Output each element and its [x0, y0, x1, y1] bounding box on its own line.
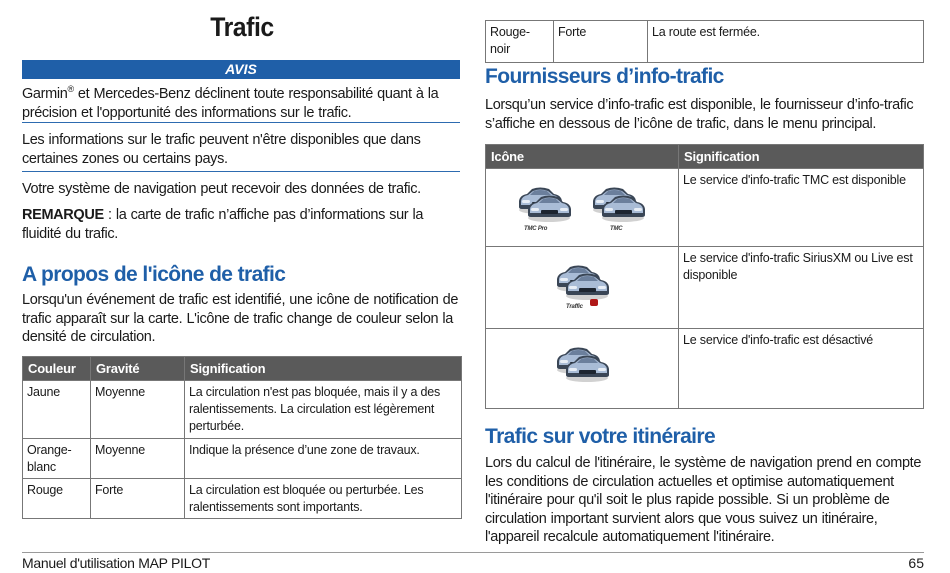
table-cell: Indique la présence d’une zone de travaux. — [185, 439, 462, 479]
column-header: Signification — [679, 145, 924, 169]
table-header-row — [23, 357, 462, 381]
receive-paragraph: Votre système de navigation peut recevoir des données de trafic. — [22, 181, 421, 197]
divider — [22, 171, 460, 172]
icon-cell — [486, 247, 679, 329]
page-title: Trafic — [210, 12, 274, 42]
section-heading-providers: Fournisseurs d’info-trafic — [485, 65, 724, 88]
footer-divider — [22, 552, 924, 553]
table-cell: Le service d'info-trafic TMC est disponible — [679, 169, 924, 247]
table-row — [23, 479, 462, 519]
severity-table — [22, 356, 462, 519]
column-header: Icône — [486, 145, 679, 169]
table-header-row — [486, 145, 924, 169]
table-cell: Le service d'info-trafic est désactivé — [679, 329, 924, 409]
icon-cell — [486, 169, 679, 247]
icon-cell — [486, 329, 679, 409]
table-cell: La circulation n'est pas bloquée, mais il y a des ralentissements. La circulation est légèrement perturbée. — [185, 381, 462, 439]
table-cell: Moyenne — [91, 381, 185, 439]
table-row — [486, 21, 924, 63]
divider — [22, 122, 460, 123]
table-cell: Orange-blanc — [23, 439, 91, 479]
notice-banner: AVIS — [22, 60, 460, 79]
column-header: Gravité — [91, 357, 185, 381]
section-heading-icon: A propos de l'icône de trafic — [22, 263, 286, 286]
page-number: 65 — [908, 555, 924, 571]
provider-table — [485, 144, 924, 409]
alert-icon — [590, 299, 598, 306]
table-cell: Jaune — [23, 381, 91, 439]
route-paragraph: Lors du calcul de l'itinéraire, le système de navigation prend en compte les conditions de circulation actuelles et optimise automatiquement l'itinéraire pour qu'il soit le plus rapide possible. Si un problème de circulation important survient alors que vous suivez un itinéraire, l'appareil recalcule automatiquement l'itinéraire. — [485, 455, 922, 545]
traffic-car-icon — [554, 343, 614, 388]
table-cell: Moyenne — [91, 439, 185, 479]
table-row — [23, 439, 462, 479]
severity-table-continued — [485, 20, 924, 63]
tmc-pro-label: TMC Pro — [524, 226, 548, 232]
table-row — [486, 247, 924, 329]
table-cell: Le service d'info-trafic SiriusXM ou Live est disponible — [679, 247, 924, 329]
notice-text: Garmin® et Mercedes-Benz déclinent toute responsabilité quant à la précision et l'opportunité des informations sur le trafic. — [22, 84, 439, 121]
table-cell: La circulation est bloquée ou perturbée. Les ralentissements sont importants. — [185, 479, 462, 519]
traffic-car-icon — [554, 261, 614, 306]
tmc-label: TMC — [610, 226, 623, 232]
traffic-label: Traffic — [566, 304, 583, 310]
section-heading-route: Trafic sur votre itinéraire — [485, 425, 716, 448]
table-row — [486, 169, 924, 247]
table-cell: Forte — [91, 479, 185, 519]
table-row — [23, 381, 462, 439]
table-cell: Rouge-noir — [486, 21, 554, 63]
table-cell: Forte — [554, 21, 648, 63]
providers-paragraph: Lorsqu’un service d’info-trafic est disponible, le fournisseur d’info-trafic s’affiche en dessous de l’icône de trafic, dans le menu principal. — [485, 97, 914, 132]
icon-paragraph: Lorsqu'un événement de trafic est identifié, une icône de notification de trafic apparaît sur la carte. L'icône de trafic change de couleur selon la densité de circulation. — [22, 292, 459, 345]
table-row — [486, 329, 924, 409]
column-header: Signification — [185, 357, 462, 381]
zones-paragraph: Les informations sur le trafic peuvent n'être disponibles que dans certaines zones ou certains pays. — [22, 132, 421, 167]
remark-paragraph: REMARQUE : la carte de trafic n’affiche pas d’informations sur la fluidité du trafic. — [22, 207, 424, 242]
table-cell: La route est fermée. — [648, 21, 924, 63]
column-header: Couleur — [23, 357, 91, 381]
table-cell: Rouge — [23, 479, 91, 519]
footer-manual-title: Manuel d'utilisation MAP PILOT — [22, 555, 210, 571]
